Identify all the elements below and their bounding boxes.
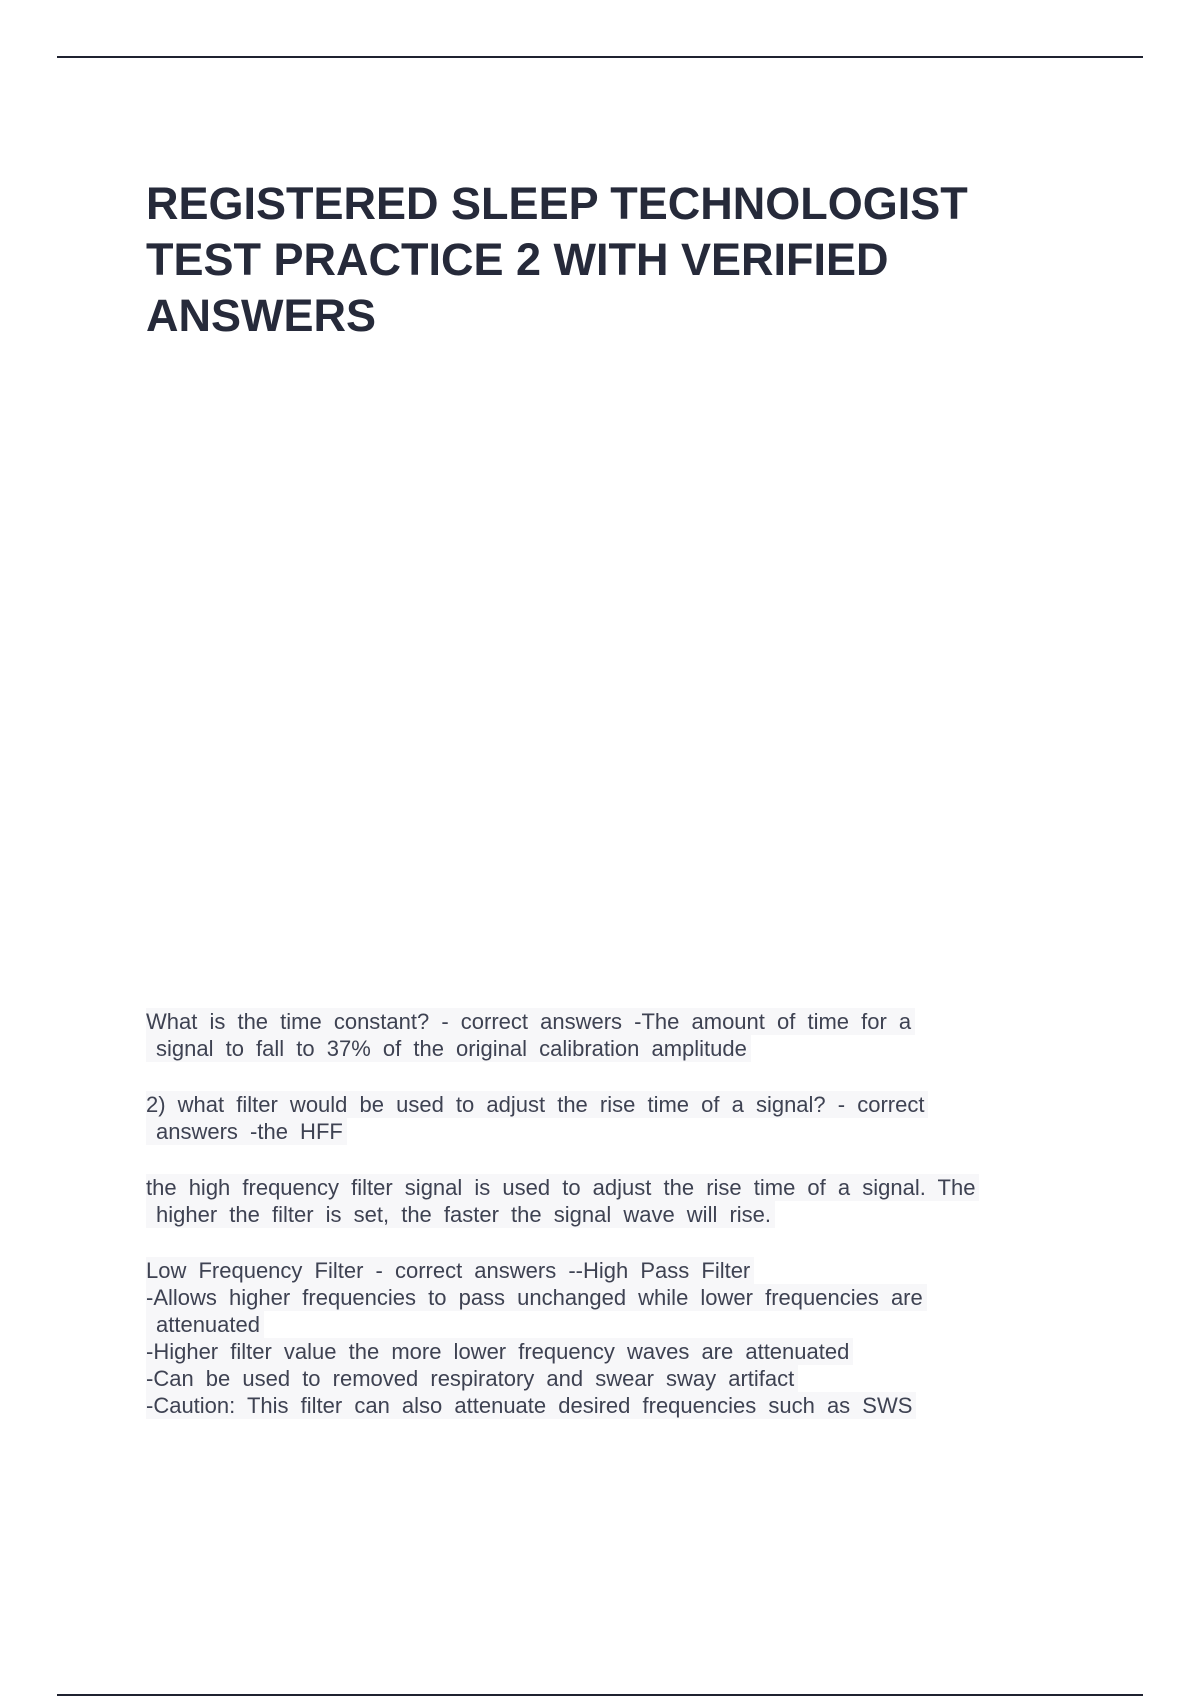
text-line: -Higher filter value the more lower frequency waves are attenuated xyxy=(146,1338,853,1365)
bottom-rule xyxy=(57,1694,1143,1696)
text-line: -Allows higher frequencies to pass unchanged while lower frequencies are xyxy=(146,1284,927,1311)
top-rule xyxy=(57,56,1143,58)
text-line: 2) what filter would be used to adjust the rise time of a signal? - correct xyxy=(146,1091,928,1118)
title-line: TEST PRACTICE 2 WITH VERIFIED xyxy=(146,234,889,285)
qa-item-rise-time-filter xyxy=(146,1091,1106,1145)
text-line: Low Frequency Filter - correct answers --High Pass Filter xyxy=(146,1257,754,1284)
text-line: signal to fall to 37% of the original calibration amplitude xyxy=(146,1035,751,1062)
title-line: REGISTERED SLEEP TECHNOLOGIST xyxy=(146,178,968,229)
text-line: higher the filter is set, the faster the signal wave will rise. xyxy=(146,1201,775,1228)
qa-item-low-frequency-filter xyxy=(146,1257,1106,1419)
document-title xyxy=(146,176,1106,344)
text-line: the high frequency filter signal is used to adjust the rise time of a signal. The xyxy=(146,1174,979,1201)
qa-item-hff-explanation xyxy=(146,1174,1106,1228)
text-line: answers -the HFF xyxy=(146,1118,347,1145)
text-line: What is the time constant? - correct answers -The amount of time for a xyxy=(146,1008,915,1035)
document-body xyxy=(146,1008,1106,1419)
qa-item-time-constant xyxy=(146,1008,1106,1062)
text-line: -Caution: This filter can also attenuate desired frequencies such as SWS xyxy=(146,1392,916,1419)
text-line: -Can be used to removed respiratory and swear sway artifact xyxy=(146,1365,798,1392)
text-line: attenuated xyxy=(146,1311,264,1338)
title-line: ANSWERS xyxy=(146,290,377,341)
